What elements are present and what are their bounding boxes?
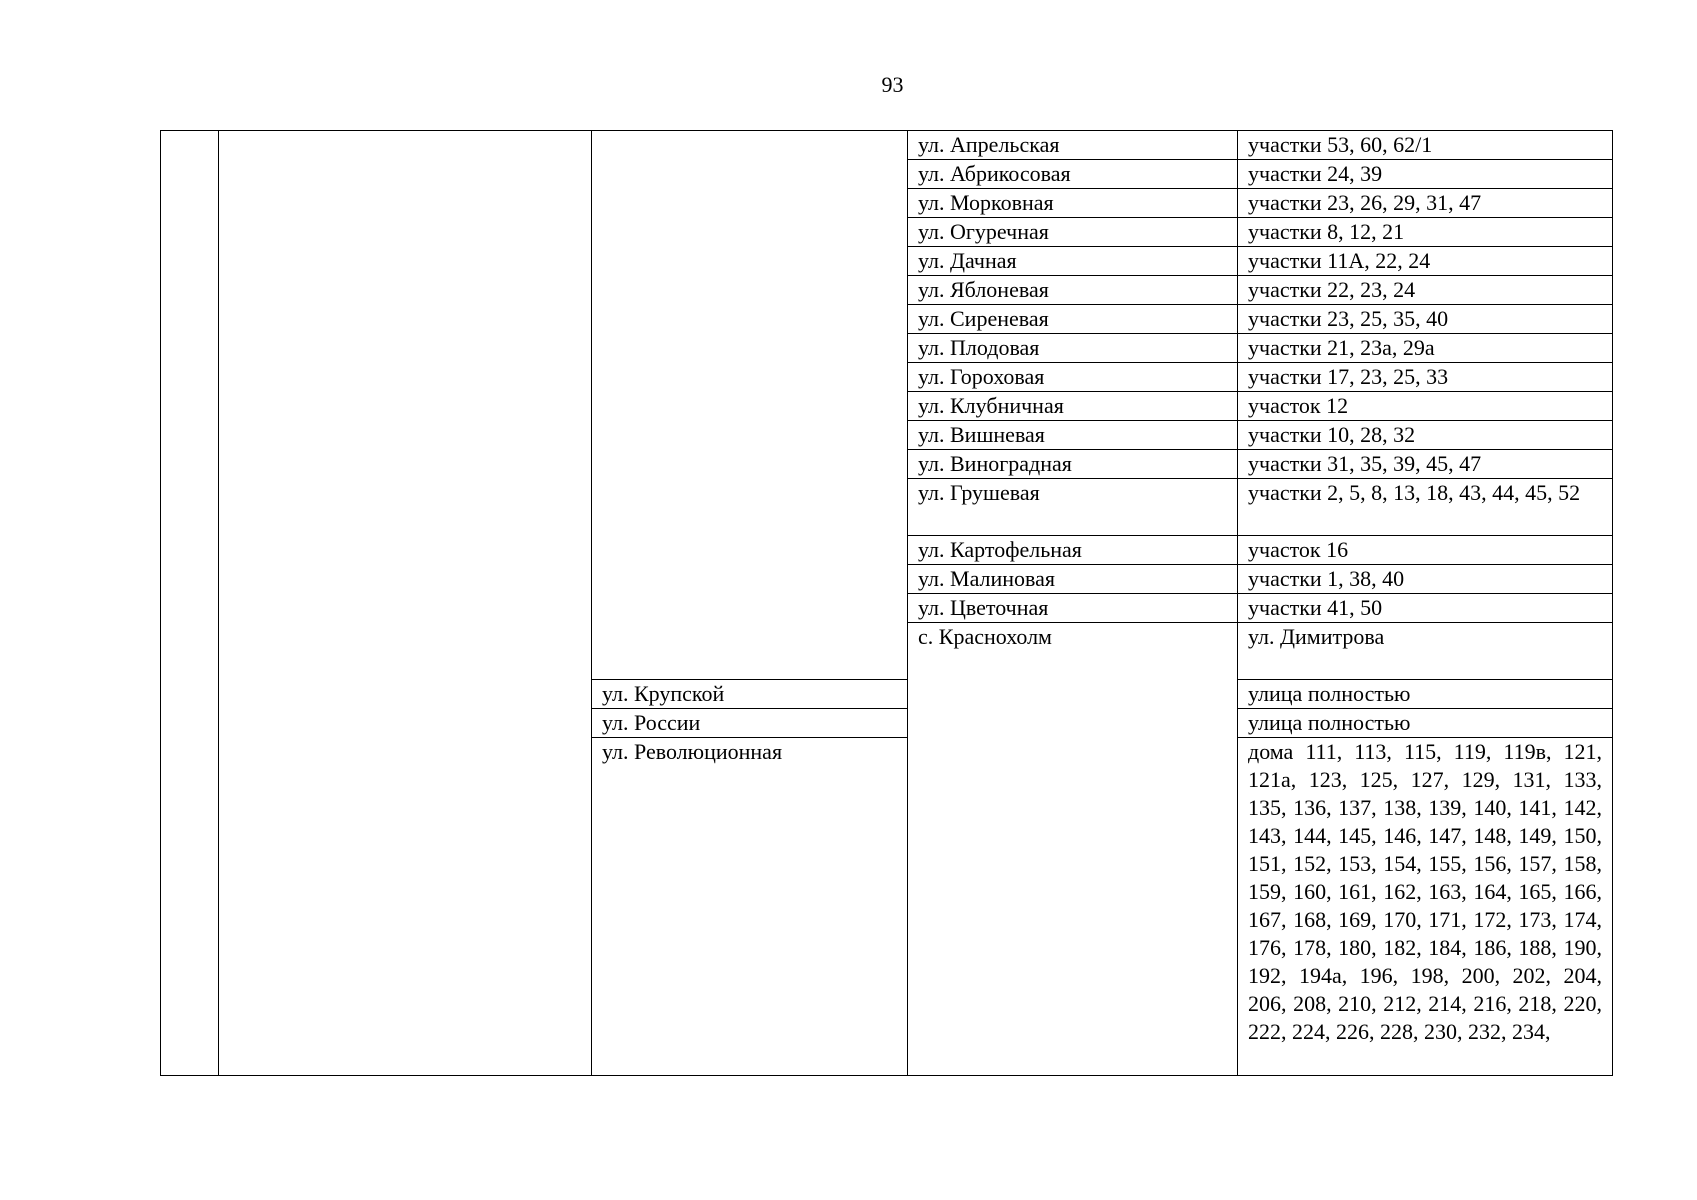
street-cell: ул. Малиновая — [908, 565, 1238, 594]
table-row — [161, 131, 1613, 160]
detail-cell: участки 1, 38, 40 — [1238, 565, 1613, 594]
detail-cell: улица полностью — [1238, 680, 1613, 709]
street-cell: ул. Картофельная — [908, 536, 1238, 565]
street-cell: ул. Крупской — [592, 680, 908, 709]
detail-cell: участки 31, 35, 39, 45, 47 — [1238, 450, 1613, 479]
detail-cell: участки 17, 23, 25, 33 — [1238, 363, 1613, 392]
district-cell — [219, 131, 592, 1076]
detail-cell: дома 111, 113, 115, 119, 119в, 121, 121а, 123, 125, 127, 129, 131, 133, 135, 136, 137, 138, 139, 140, 141, 142, 143, 144, 145, 146, 147, 148, 149, 150, 151, 152, 153, 154, 155, 156, 157, 158, 159, 160, 161, 162, 163, 164, 165, 166, 167, 168, 169, 170, 171, 172, 173, 174, 176, 178, 180, 182, 184, 186, 188, 190, 192, 194а, 196, 198, 200, 202, 204, 206, 208, 210, 212, 214, 216, 218, 220, 222, 224, 226, 228, 230, 232, 234, — [1238, 738, 1613, 1076]
street-cell: ул. Яблоневая — [908, 276, 1238, 305]
detail-cell: участки 2, 5, 8, 13, 18, 43, 44, 45, 52 — [1238, 479, 1613, 536]
detail-cell: участки 22, 23, 24 — [1238, 276, 1613, 305]
address-table — [160, 130, 1613, 1076]
locality-cell — [592, 131, 908, 680]
detail-cell: улица полностью — [1238, 709, 1613, 738]
detail-cell: участки 8, 12, 21 — [1238, 218, 1613, 247]
detail-cell: участки 10, 28, 32 — [1238, 421, 1613, 450]
street-cell: ул. Цветочная — [908, 594, 1238, 623]
detail-cell: участки 24, 39 — [1238, 160, 1613, 189]
detail-cell: участок 12 — [1238, 392, 1613, 421]
street-cell: ул. Грушевая — [908, 479, 1238, 536]
detail-cell: участок 16 — [1238, 536, 1613, 565]
street-cell: ул. Димитрова — [1238, 623, 1613, 680]
street-cell: ул. Морковная — [908, 189, 1238, 218]
detail-cell: участки 53, 60, 62/1 — [1238, 131, 1613, 160]
street-cell: ул. Апрельская — [908, 131, 1238, 160]
street-cell: ул. Революционная — [592, 738, 908, 1076]
locality-cell: с. Краснохолм — [908, 623, 1238, 1076]
street-cell: ул. Гороховая — [908, 363, 1238, 392]
detail-cell: участки 41, 50 — [1238, 594, 1613, 623]
street-cell: ул. Плодовая — [908, 334, 1238, 363]
street-cell: ул. Сиреневая — [908, 305, 1238, 334]
detail-cell: участки 11А, 22, 24 — [1238, 247, 1613, 276]
number-cell — [161, 131, 219, 1076]
street-cell: ул. России — [592, 709, 908, 738]
street-cell: ул. Дачная — [908, 247, 1238, 276]
street-cell: ул. Виноградная — [908, 450, 1238, 479]
detail-cell: участки 23, 25, 35, 40 — [1238, 305, 1613, 334]
address-table-body — [161, 131, 1613, 1076]
street-cell: ул. Огуречная — [908, 218, 1238, 247]
street-cell: ул. Вишневая — [908, 421, 1238, 450]
page-number: 93 — [881, 72, 904, 97]
detail-cell: участки 23, 26, 29, 31, 47 — [1238, 189, 1613, 218]
street-cell: ул. Абрикосовая — [908, 160, 1238, 189]
street-cell: ул. Клубничная — [908, 392, 1238, 421]
detail-cell: участки 21, 23а, 29а — [1238, 334, 1613, 363]
